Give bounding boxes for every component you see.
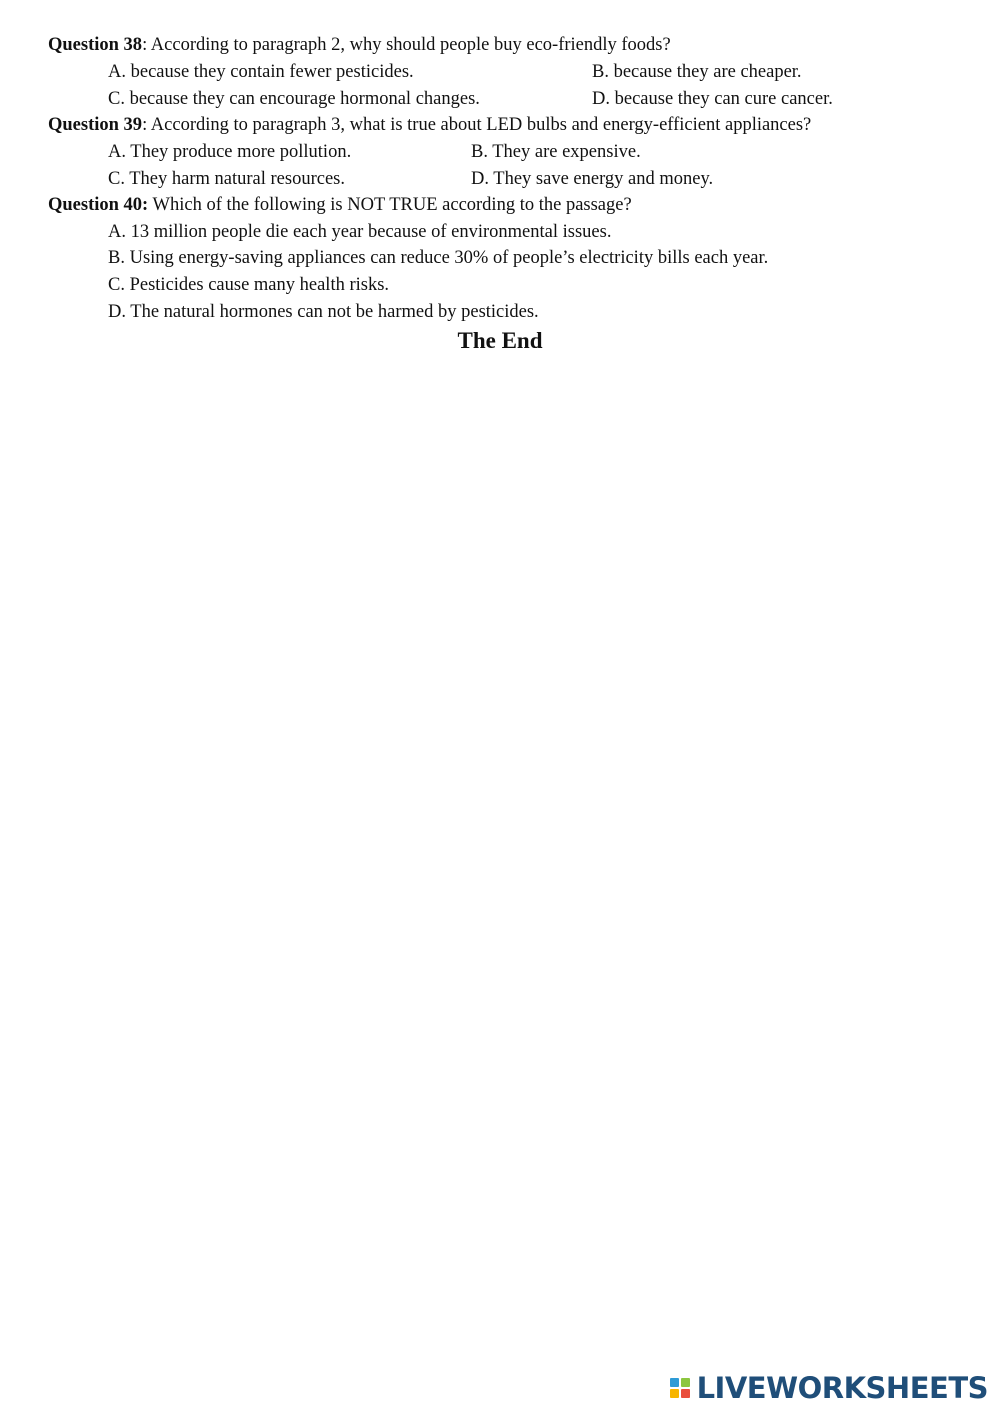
question-39 [48, 112, 811, 138]
option-d: D. They save energy and money. [471, 169, 714, 189]
option-b: B. They are expensive. [471, 142, 641, 162]
liveworksheets-logo-icon [670, 1378, 690, 1398]
question-text: : According to paragraph 3, what is true about LED bulbs and energy-efficient appliances? [142, 115, 812, 135]
question-label: Question 40: [48, 195, 149, 215]
option-c: C. They harm natural resources. [108, 169, 345, 189]
option-a: A. They produce more pollution. [108, 142, 352, 162]
option-c: C. Pesticides cause many health risks. [108, 275, 390, 295]
question-40 [48, 192, 632, 218]
option-d: D. The natural hormones can not be harmed by pesticides. [108, 302, 539, 322]
option-d: D. because they can cure cancer. [592, 89, 833, 109]
logo-square-green [681, 1378, 690, 1387]
liveworksheets-logo[interactable] [670, 1372, 988, 1404]
option-c: C. because they can encourage hormonal changes. [108, 89, 480, 109]
option-a: A. because they contain fewer pesticides. [108, 62, 414, 82]
option-b: B. Using energy-saving appliances can reduce 30% of people’s electricity bills each year. [108, 248, 769, 268]
question-label: Question 38 [48, 35, 143, 55]
end-title: The End [457, 328, 543, 353]
logo-square-yellow [670, 1389, 679, 1398]
question-text: Which of the following is NOT TRUE according to the passage? [148, 195, 632, 215]
question-38 [48, 32, 671, 58]
logo-text: LIVEWORKSHEETS [696, 1371, 988, 1405]
logo-square-blue [670, 1378, 679, 1387]
option-a: A. 13 million people die each year because of environmental issues. [108, 222, 612, 242]
option-b: B. because they are cheaper. [592, 62, 802, 82]
logo-square-red [681, 1389, 690, 1398]
question-text: : According to paragraph 2, why should people buy eco-friendly foods? [142, 35, 671, 55]
question-label: Question 39 [48, 115, 143, 135]
